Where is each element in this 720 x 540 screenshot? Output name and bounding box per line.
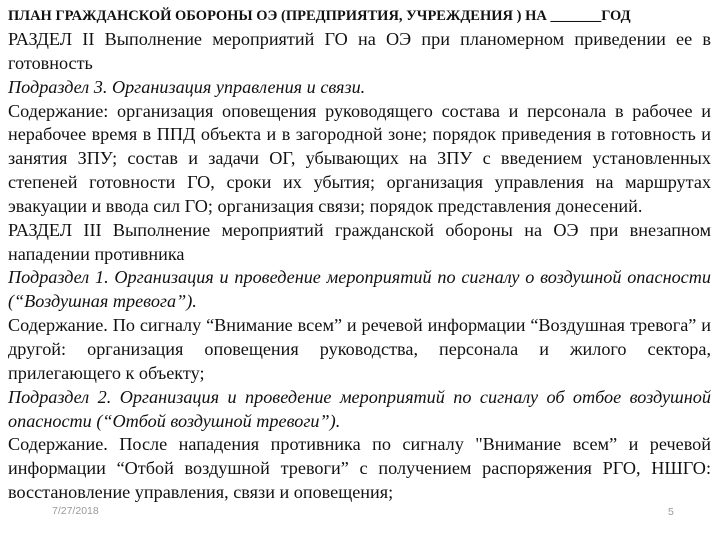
subsection-3-content: Содержание: организация оповещения руководящего состава и персонала в рабочее и нерабочее время в ППД объекта и в загородной зоне; порядок приведения в готовность и занятия ЗПУ; состав и задачи ОГ, убывающих на ЗПУ с введением установленных степеней готовности ГО, сроки их убытия; организация управления на маршрутах эвакуации и ввода сил ГО; организация связи; порядок представления донесений. — [8, 100, 711, 216]
document-body — [8, 28, 711, 505]
subsection-2-content: Содержание. После нападения противника по сигналу "Внимание всем” и речевой информации “Отбой воздушной тревоги” с получением распоряжения РГО, НШГО: восстановление управления, связи и оповещения; — [8, 434, 711, 503]
subsection-3-heading: Подраздел 3. Организация управления и связи. — [8, 76, 366, 97]
subsection-2-heading: Подраздел 2. Организация и проведение мероприятий по сигналу об отбое воздушной опасности (“Отбой воздушной тревоги”). — [8, 386, 711, 431]
subsection-1-content: Содержание. По сигналу “Внимание всем” и речевой информации “Воздушная тревога” и другой: организация оповещения руководства, персонала и жилого сектора, прилегающего к объекту; — [8, 315, 711, 383]
section-2-heading: РАЗДЕЛ II Выполнение мероприятий ГО на ОЭ при планомерном приведении ее в готовность — [8, 29, 711, 73]
footer-date: 7/27/2018 — [52, 505, 99, 517]
section-3-heading: РАЗДЕЛ III Выполнение мероприятий гражданской обороны на ОЭ при внезапном нападении противника — [8, 219, 711, 264]
page-number: 5 — [668, 506, 674, 518]
subsection-1-heading: Подраздел 1. Организация и проведение мероприятий по сигналу о воздушной опасности (“Воздушная тревога”). — [8, 267, 711, 312]
document-title: ПЛАН ГРАЖДАНСКОЙ ОБОРОНЫ ОЭ (ПРЕДПРИЯТИЯ, УЧРЕЖДЕНИЯ ) НА _______ГОД — [8, 8, 631, 24]
